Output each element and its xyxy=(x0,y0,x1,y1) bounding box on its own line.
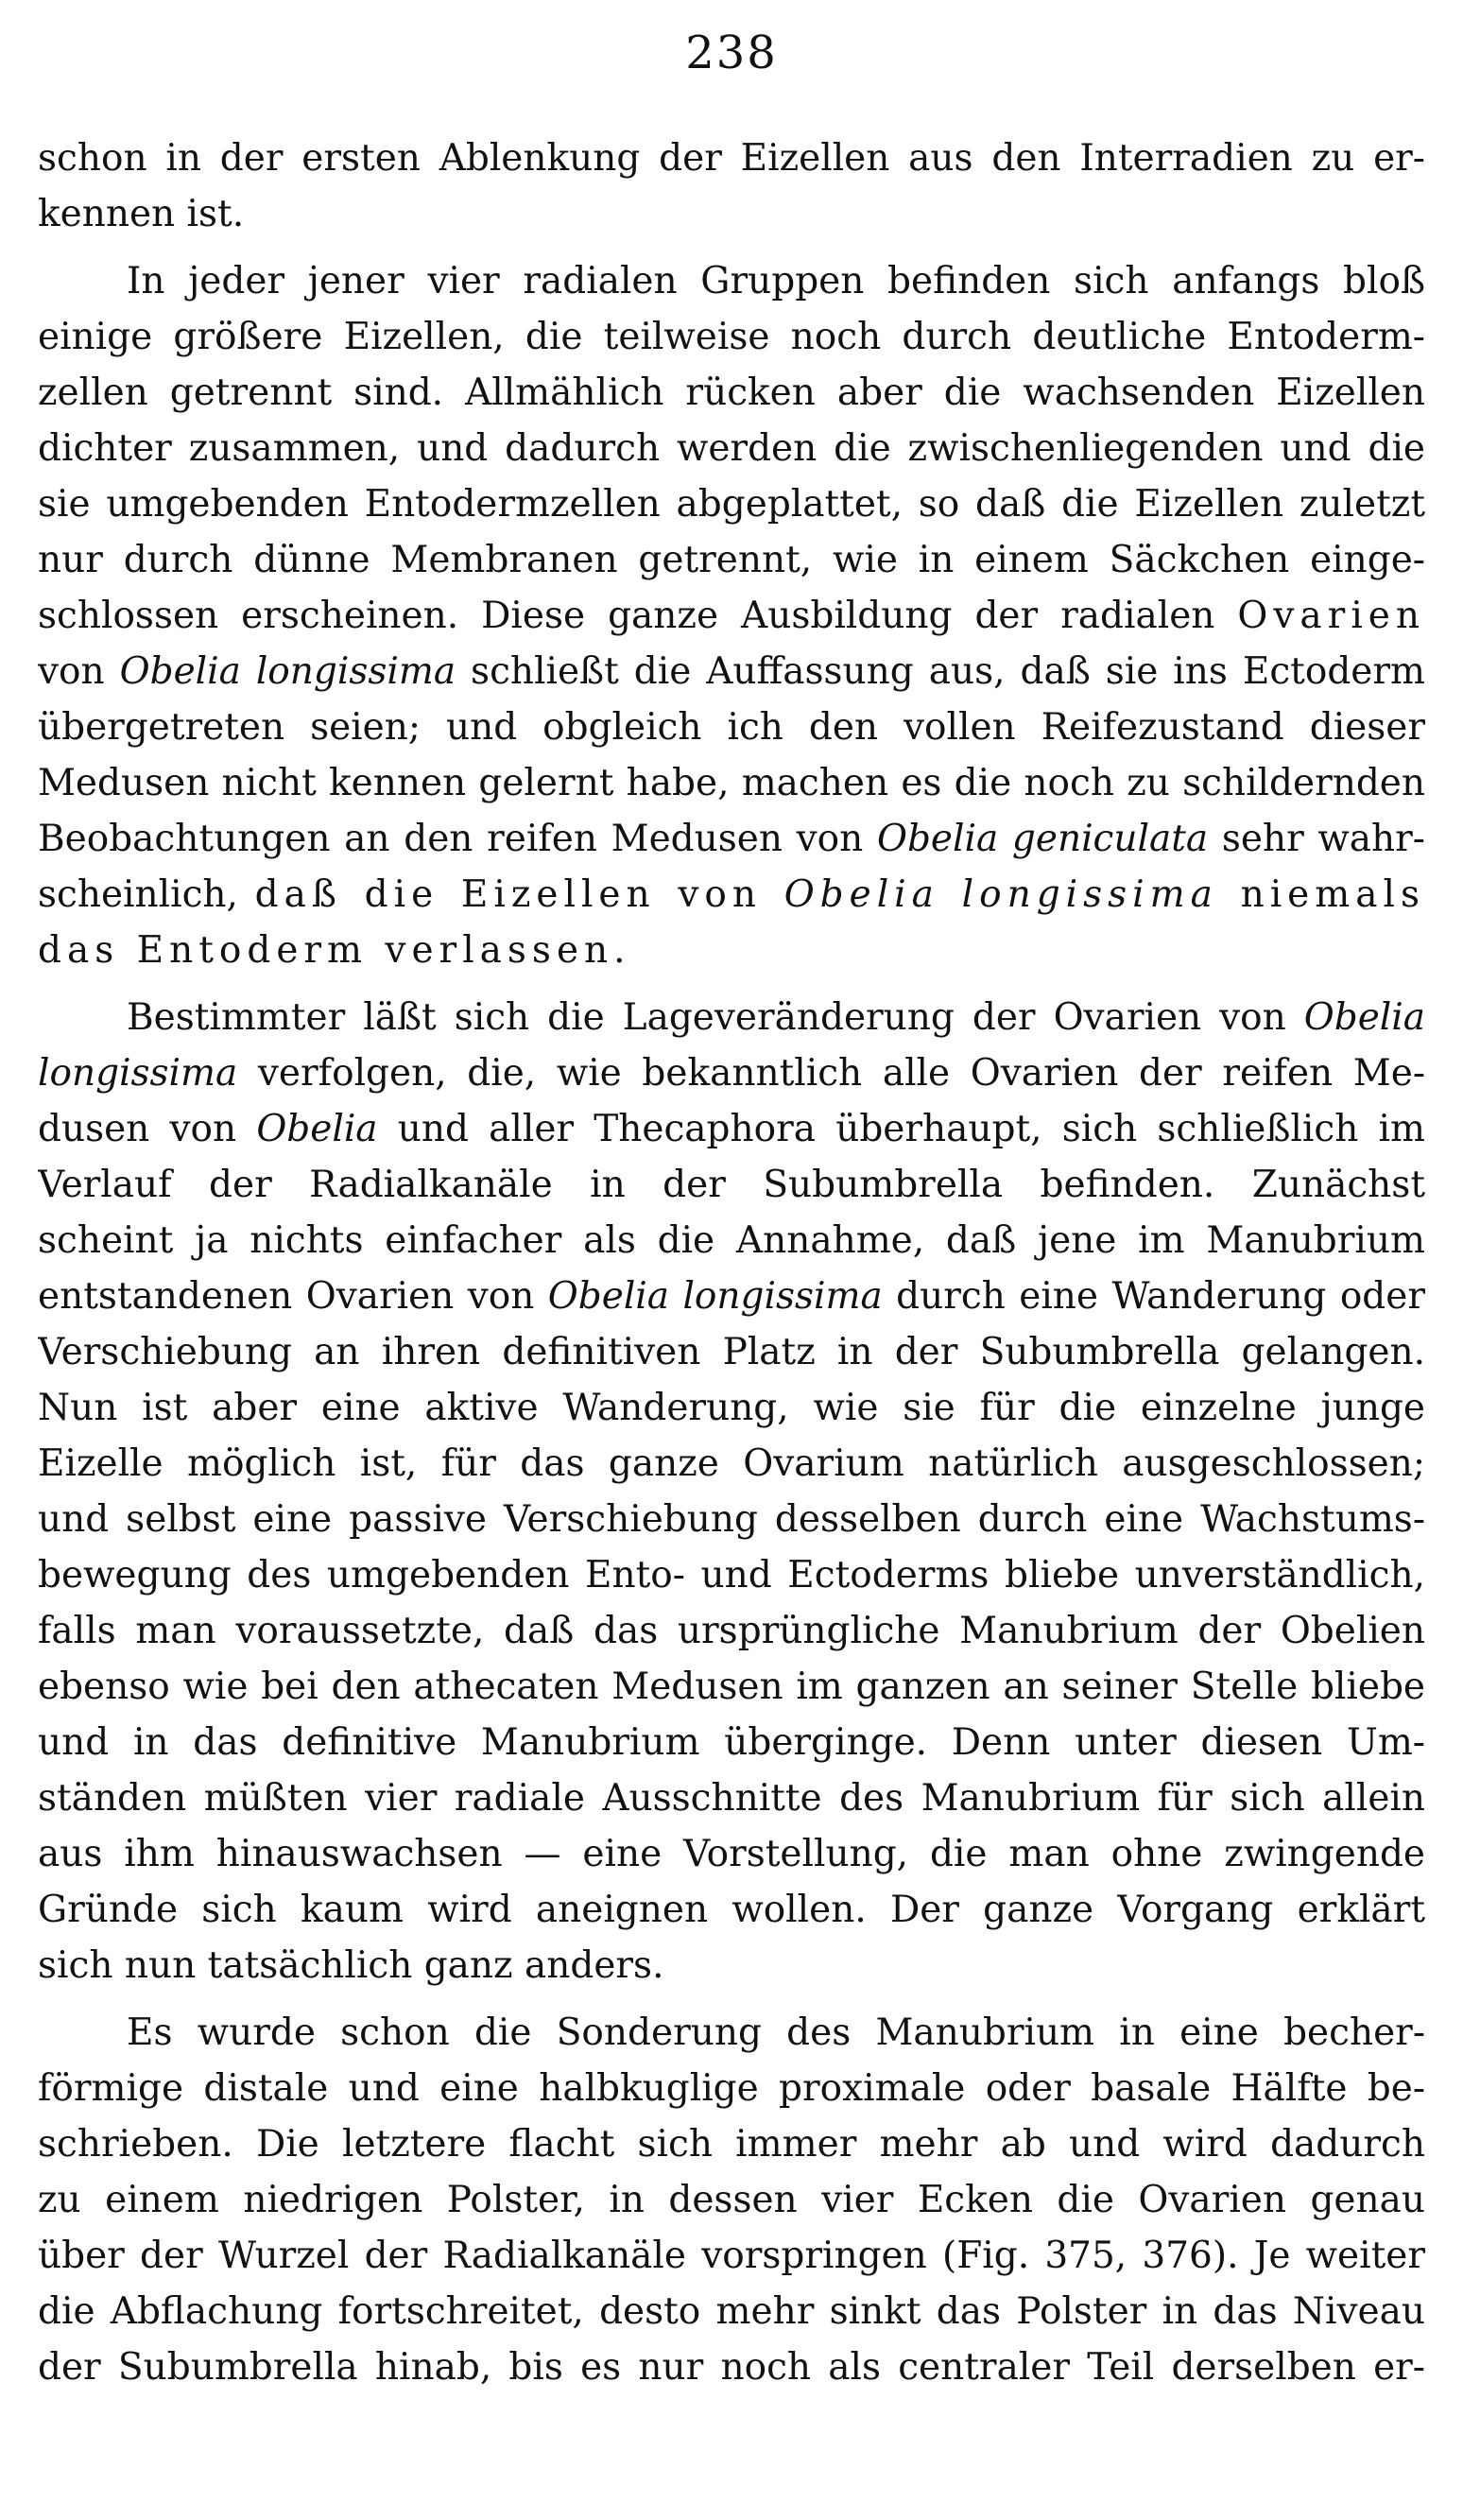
text-segment: Obelia longissima xyxy=(547,1275,883,1318)
text-segment: und aller Thecaphora überhaupt, sich schließlich im xyxy=(377,1108,1425,1150)
paragraph xyxy=(38,130,1425,242)
text-segment: Verschiebung an ihren definitiven Platz in der Subumbrella gelangen. xyxy=(38,1331,1425,1373)
text-segment: schlossen erscheinen. Diese ganze Ausbildung der radialen xyxy=(38,595,1238,637)
text-line xyxy=(38,2116,1425,2172)
text-line xyxy=(38,1547,1425,1603)
text-line xyxy=(38,588,1425,644)
paragraph-gap xyxy=(38,242,1425,253)
text-segment: niemals xyxy=(1217,873,1425,916)
text-segment: durch eine Wanderung oder xyxy=(882,1275,1425,1318)
text-segment: sich nun tatsächlich ganz anders. xyxy=(38,1944,664,1987)
page-number: 238 xyxy=(685,26,778,79)
text-segment: und selbst eine passive Verschiebung desselben durch eine Wachstums- xyxy=(38,1498,1425,1541)
text-line xyxy=(38,1213,1425,1269)
text-line xyxy=(38,811,1425,867)
text-line xyxy=(38,2172,1425,2228)
text-segment: zu einem niedrigen Polster, in dessen vier Ecken die Ovarien genau xyxy=(38,2179,1425,2221)
text-segment: schon in der ersten Ablenkung der Eizellen aus den Interradien zu er- xyxy=(38,137,1425,180)
text-segment: scheint ja nichts einfacher als die Annahme, daß jene im Manubrium xyxy=(38,1219,1425,1262)
text-line xyxy=(38,365,1425,421)
text-segment: sie umgebenden Entodermzellen abgeplattet, so daß die Eizellen zuletzt xyxy=(38,483,1425,526)
text-line xyxy=(38,1101,1425,1157)
text-line xyxy=(38,1380,1425,1436)
text-line xyxy=(38,867,1425,923)
text-segment: Obelia longissima xyxy=(783,873,1218,916)
text-segment: bewegung des umgebenden Ento- und Ectoderms bliebe unverständlich, xyxy=(38,1554,1425,1597)
text-segment: übergetreten seien; und obgleich ich den vollen Reifezustand dieser xyxy=(38,706,1425,749)
paragraph xyxy=(38,990,1425,1994)
text-segment: dichter zusammen, und dadurch werden die zwischenliegenden und die xyxy=(38,427,1425,470)
text-segment: nur durch dünne Membranen getrennt, wie in einem Säckchen einge- xyxy=(38,539,1425,581)
text-line xyxy=(38,309,1425,365)
text-line xyxy=(38,2005,1425,2061)
text-segment: der Subumbrella hinab, bis es nur noch als centraler Teil derselben er- xyxy=(38,2346,1425,2389)
text-segment: förmige distale und eine halbkuglige proximale oder basale Hälfte be- xyxy=(38,2067,1425,2110)
body-text xyxy=(38,130,1425,2395)
text-segment: Medusen nicht kennen gelernt habe, machen es die noch zu schildernden xyxy=(38,762,1425,804)
text-line xyxy=(38,1436,1425,1492)
text-line xyxy=(38,1938,1425,1994)
text-line xyxy=(38,2284,1425,2339)
text-segment: kennen ist. xyxy=(38,193,245,235)
text-segment: Obelia xyxy=(1303,996,1425,1039)
text-segment: die Abflachung fortschreitet, desto mehr sinkt das Polster in das Niveau xyxy=(38,2290,1425,2333)
text-line xyxy=(38,1659,1425,1715)
text-line xyxy=(38,1715,1425,1770)
text-line xyxy=(38,755,1425,811)
text-segment: Gründe sich kaum wird aneignen wollen. Der ganze Vorgang erklärt xyxy=(38,1889,1425,1931)
text-line xyxy=(38,532,1425,588)
text-segment: ebenso wie bei den athecaten Medusen im ganzen an seiner Stelle bliebe xyxy=(38,1666,1425,1708)
text-segment: schrieben. Die letztere flacht sich immer mehr ab und wird dadurch xyxy=(38,2123,1425,2166)
text-line xyxy=(38,1045,1425,1101)
text-line xyxy=(38,253,1425,309)
text-segment: Ovarien xyxy=(1237,595,1425,637)
text-line xyxy=(38,2228,1425,2284)
text-segment: Obelia geniculata xyxy=(876,818,1209,860)
text-segment: daß die Eizellen von xyxy=(254,873,784,916)
text-line xyxy=(38,1882,1425,1938)
text-line xyxy=(38,2339,1425,2395)
text-line xyxy=(38,923,1425,978)
text-segment: Eizelle möglich ist, für das ganze Ovarium natürlich ausgeschlossen; xyxy=(38,1442,1425,1485)
text-line xyxy=(38,476,1425,532)
text-line xyxy=(38,644,1425,699)
text-segment: Bestimmter läßt sich die Lageveränderung der Ovarien von xyxy=(127,996,1304,1039)
text-segment: Beobachtungen an den reifen Medusen von xyxy=(38,818,877,860)
text-line xyxy=(38,130,1425,186)
text-line xyxy=(38,2061,1425,2116)
paragraph xyxy=(38,253,1425,978)
text-segment: ständen müßten vier radiale Ausschnitte des Manubrium für sich allein xyxy=(38,1777,1425,1820)
paragraph-gap xyxy=(38,978,1425,990)
text-segment: Obelia longissima xyxy=(119,650,456,693)
text-segment: Verlauf der Radialkanäle in der Subumbrella befinden. Zunächst xyxy=(38,1164,1425,1206)
text-line xyxy=(38,1269,1425,1324)
text-segment: über der Wurzel der Radialkanäle vorspringen (Fig. 375, 376). Je weiter xyxy=(38,2235,1425,2277)
text-line xyxy=(38,1826,1425,1882)
text-segment: von xyxy=(38,650,120,693)
text-line xyxy=(38,1492,1425,1547)
text-segment: falls man voraussetzte, daß das ursprüngliche Manubrium der Obelien xyxy=(38,1610,1425,1652)
text-segment: Nun ist aber eine aktive Wanderung, wie sie für die einzelne junge xyxy=(38,1387,1425,1429)
text-segment: entstandenen Ovarien von xyxy=(38,1275,548,1318)
text-line xyxy=(38,1603,1425,1659)
text-segment: sehr wahr- xyxy=(1208,818,1425,860)
text-segment: einige größere Eizellen, die teilweise noch durch deutliche Entoderm- xyxy=(38,316,1425,358)
paragraph xyxy=(38,2005,1425,2395)
text-line xyxy=(38,186,1425,242)
text-segment: Obelia xyxy=(256,1108,378,1150)
text-line xyxy=(38,1157,1425,1213)
paragraph-gap xyxy=(38,1994,1425,2005)
text-line xyxy=(38,1770,1425,1826)
text-segment: aus ihm hinauswachsen — eine Vorstellung, die man ohne zwingende xyxy=(38,1833,1425,1875)
text-line xyxy=(38,421,1425,476)
text-segment: longissima xyxy=(38,1052,238,1095)
text-segment: verfolgen, die, wie bekanntlich alle Ovarien der reifen Me- xyxy=(237,1052,1425,1095)
text-segment: dusen von xyxy=(38,1108,257,1150)
text-line xyxy=(38,990,1425,1045)
text-segment: In jeder jener vier radialen Gruppen befinden sich anfangs bloß xyxy=(127,260,1425,302)
text-segment: und in das definitive Manubrium überginge. Denn unter diesen Um- xyxy=(38,1721,1425,1764)
text-line xyxy=(38,1324,1425,1380)
text-segment: schließt die Auffassung aus, daß sie ins Ectoderm xyxy=(456,650,1425,693)
text-segment: das Entoderm verlassen. xyxy=(38,929,631,972)
text-segment: Es wurde schon die Sonderung des Manubrium in eine becher- xyxy=(127,2011,1425,2054)
text-segment: zellen getrennt sind. Allmählich rücken aber die wachsenden Eizellen xyxy=(38,371,1425,414)
text-line xyxy=(38,699,1425,755)
text-segment: scheinlich, xyxy=(38,873,255,916)
